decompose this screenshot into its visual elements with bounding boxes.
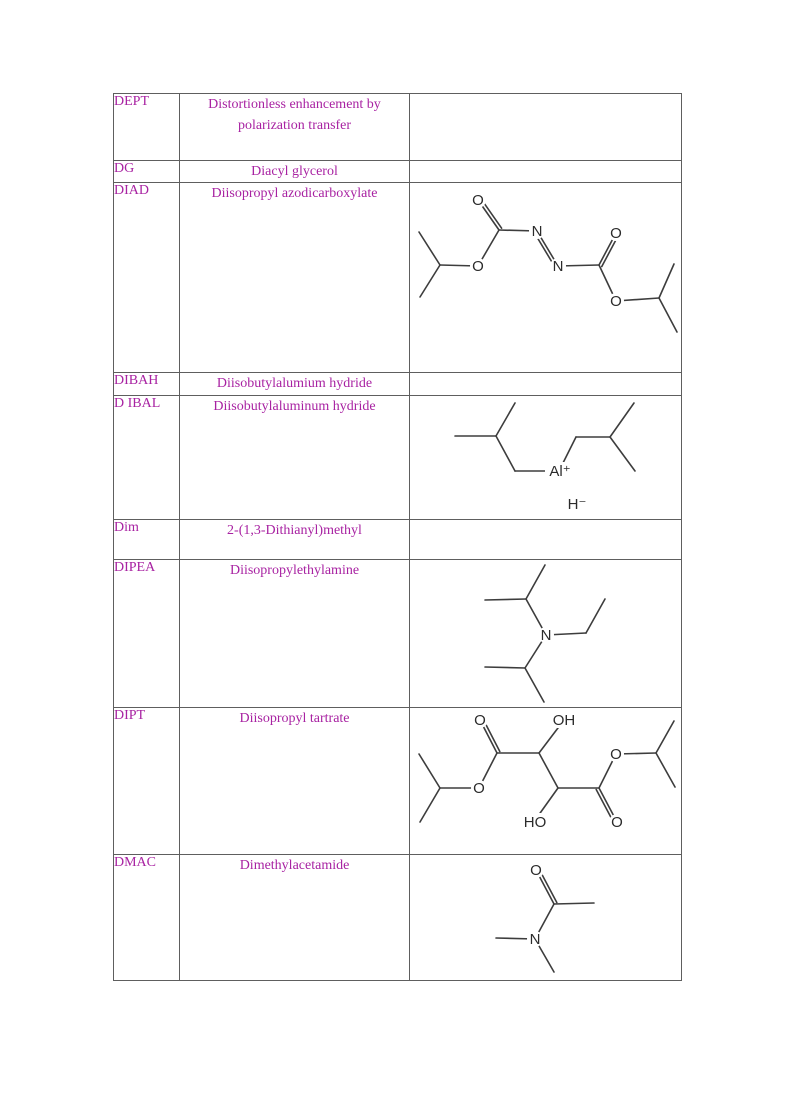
- abbreviation-cell: [114, 94, 180, 161]
- dmac-bonds: [496, 868, 594, 972]
- structure-cell-empty: [410, 94, 682, 161]
- oxygen-label: O: [472, 258, 484, 276]
- hydroxyl-label: HO: [523, 813, 547, 831]
- structure-cell: [410, 854, 682, 980]
- table-row: [114, 559, 682, 707]
- oxygen-label: O: [611, 813, 623, 831]
- abbreviation-text: DMAC: [114, 854, 157, 870]
- table-row: [114, 161, 682, 183]
- abbreviation-text: DIAD: [114, 183, 149, 199]
- full-name-cell: [180, 854, 410, 980]
- table-row: [114, 373, 682, 395]
- dibal-bonds: [455, 403, 635, 471]
- table-row: [114, 519, 682, 559]
- oxygen-label: O: [473, 779, 485, 797]
- abbreviation-text: D IBAL: [114, 395, 161, 411]
- diad-structure-drawing: [410, 183, 681, 372]
- full-name-text: Diisobutylaluminum hydride: [213, 398, 376, 414]
- structure-cell: [410, 395, 682, 519]
- full-name-text: Diisopropyl azodicarboxylate: [211, 186, 378, 202]
- full-name-text: Diacyl glycerol: [251, 164, 338, 179]
- dipea-structure-drawing: [410, 560, 681, 707]
- abbreviation-text: DG: [114, 161, 135, 176]
- nitrogen-label: N: [552, 258, 564, 276]
- structure-cell: [410, 559, 682, 707]
- abbreviation-table: [113, 93, 682, 981]
- table-row: [114, 395, 682, 519]
- abbreviation-cell: [114, 373, 180, 395]
- full-name-cell: [180, 559, 410, 707]
- full-name-cell: [180, 395, 410, 519]
- oxygen-label: O: [610, 745, 622, 763]
- abbreviation-text: DIPT: [114, 707, 146, 723]
- oxygen-label: O: [610, 293, 622, 311]
- full-name-cell: [180, 161, 410, 183]
- full-name-text: Diisopropyl tartrate: [239, 710, 350, 726]
- full-name-text: Diisobutylalumium hydride: [216, 376, 373, 392]
- full-name-cell: [180, 519, 410, 559]
- structure-cell-empty: [410, 373, 682, 395]
- table-row: [114, 854, 682, 980]
- abbreviation-cell: [114, 161, 180, 183]
- dibal-atom-labels: [549, 463, 586, 513]
- aluminium-cation-label: Al⁺: [549, 462, 571, 480]
- structure-cell-empty: [410, 519, 682, 559]
- full-name-cell: [180, 183, 410, 373]
- full-name-text: 2-(1,3-Dithianyl)methyl: [227, 522, 362, 538]
- hydride-label: H⁻: [567, 495, 587, 513]
- abbreviation-text: DIBAH: [114, 373, 159, 389]
- oxygen-label: O: [472, 192, 484, 210]
- dmac-atom-labels: [530, 862, 542, 948]
- dipt-bonds: [419, 718, 675, 823]
- abbreviation-cell: [114, 559, 180, 707]
- dmac-structure-drawing: [410, 855, 681, 980]
- full-name-cell: [180, 707, 410, 854]
- nitrogen-label: N: [540, 626, 552, 644]
- abbreviation-cell: [114, 183, 180, 373]
- abbreviation-cell: [114, 707, 180, 854]
- oxygen-label: O: [610, 225, 622, 243]
- full-name-text: Distortionless enhancement by polarization transfer: [208, 97, 381, 134]
- table-row: [114, 707, 682, 854]
- dipea-atom-labels: [541, 627, 552, 644]
- dibal-structure-drawing: [410, 396, 681, 519]
- full-name-cell: [180, 373, 410, 395]
- structure-cell-empty: [410, 161, 682, 183]
- structure-cell: [410, 183, 682, 373]
- full-name-text: Diisopropylethylamine: [229, 562, 360, 578]
- table-row: [114, 183, 682, 373]
- table-row: [114, 94, 682, 161]
- oxygen-label: O: [530, 861, 542, 879]
- abbreviation-cell: [114, 854, 180, 980]
- full-name-cell: [180, 94, 410, 161]
- full-name-text: Dimethylacetamide: [239, 857, 350, 873]
- diad-bonds: [419, 198, 677, 332]
- nitrogen-label: N: [529, 930, 541, 948]
- diad-atom-labels: [472, 192, 622, 310]
- abbreviation-text: DIPEA: [114, 559, 156, 575]
- nitrogen-label: N: [531, 223, 543, 241]
- structure-cell: [410, 707, 682, 854]
- abbreviation-cell: [114, 519, 180, 559]
- dipt-structure-drawing: [410, 708, 681, 854]
- diad-label-masks: [470, 192, 624, 309]
- abbreviation-text: DEPT: [114, 94, 149, 109]
- abbreviation-text: Dim: [114, 519, 139, 535]
- abbreviation-cell: [114, 395, 180, 519]
- hydroxyl-label: OH: [552, 711, 576, 729]
- oxygen-label: O: [474, 711, 486, 729]
